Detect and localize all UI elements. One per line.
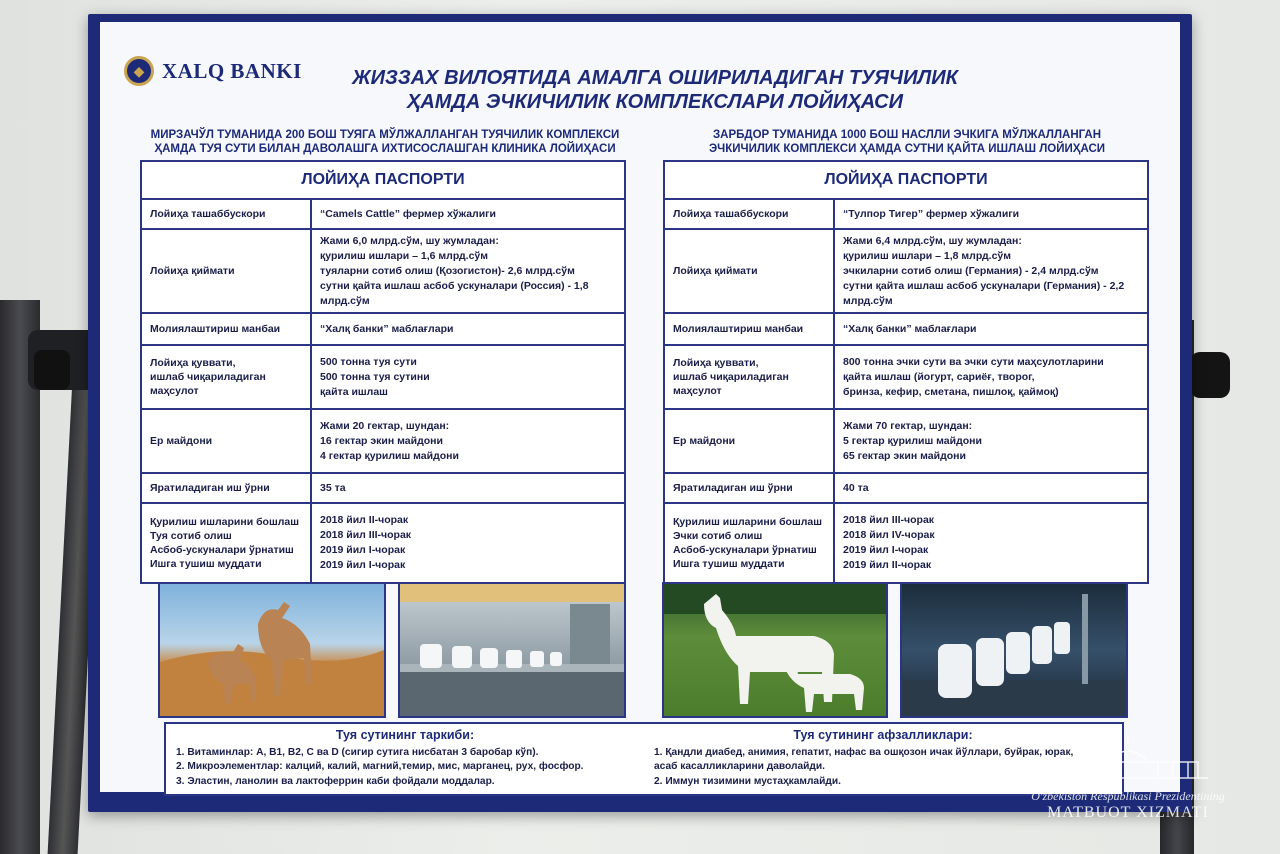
passport-field-value-line: 35 та	[320, 481, 346, 494]
poster-title	[310, 66, 1000, 114]
passport-field-value-line: “Халқ банки” маблағлари	[320, 322, 454, 335]
benefits-title: Туя сутининг афзалликлари:	[793, 728, 973, 742]
passport-field-label-line: Яратиладиган иш ўрни	[150, 482, 270, 494]
passport-field-value-line: 500 тонна туя сути	[320, 355, 417, 368]
passport-field-value-line: “Camels Cattle” фермер хўжалиги	[320, 207, 497, 220]
watermark-line1: O'zbekiston Respublikasi Prezidentining	[1031, 789, 1225, 803]
right-subtitle-line2: ЭЧКИЧИЛИК КОМПЛЕКСИ ҲАМДА СУТНИ ҚАЙТА ИШЛАШ ЛОЙИҲАСИ	[708, 143, 1106, 155]
passport-field-value-line: 800 тонна эчки сути ва эчки сути маҳсулотларини	[843, 355, 1104, 368]
passport-field-label-line: Яратиладиган иш ўрни	[673, 482, 793, 494]
passport-field-value-line: Жами 70 гектар, шундан:	[843, 419, 973, 432]
passport-field-value	[835, 410, 1147, 472]
passport-field-value-line: 500 тонна туя сутини	[320, 370, 430, 383]
camel-milk-info-box	[164, 722, 1124, 796]
passport-field-value	[312, 504, 624, 582]
passport-field-value-line: 16 гектар экин майдони	[320, 434, 443, 447]
passport-field-label	[142, 410, 312, 472]
presidential-building-icon	[1038, 738, 1218, 780]
passport-field-value-line: қурилиш ишлари – 1,6 млрд.сўм	[320, 249, 489, 262]
passport-row	[142, 200, 624, 230]
passport-field-label-line: Асбоб-ускуналари ўрнатиш	[150, 544, 294, 556]
passport-row	[665, 200, 1147, 230]
passport-field-value-line: қайта ишлаш	[320, 385, 388, 398]
passport-field-value-line: Жами 6,0 млрд.сўм, шу жумладан:	[320, 234, 499, 247]
poster-board	[88, 14, 1192, 812]
passport-field-value-line: Жами 6,4 млрд.сўм, шу жумладан:	[843, 234, 1022, 247]
passport-field-label-line: Эчки сотиб олиш	[673, 530, 763, 542]
press-service-watermark	[1008, 738, 1248, 822]
passport-field-value-line: 2019 йил II-чорак	[843, 559, 932, 571]
passport-field-value	[312, 200, 624, 228]
passport-field-value	[312, 474, 624, 502]
poster-title-line1: ЖИЗЗАХ ВИЛОЯТИДА АМАЛГА ОШИРИЛАДИГАН ТУЯЧИЛИК	[352, 67, 958, 89]
passport-row	[665, 410, 1147, 474]
passport-row	[142, 410, 624, 474]
goat-photo	[662, 582, 888, 718]
passport-field-value	[312, 314, 624, 344]
passport-field-value-line: қурилиш ишлари – 1,8 млрд.сўм	[843, 249, 1012, 262]
left-project-passport-table	[140, 160, 626, 584]
passport-row	[665, 346, 1147, 410]
passport-field-value-line: Жами 20 гектар, шундан:	[320, 419, 450, 432]
milk-bottling-line-photo	[398, 582, 626, 718]
passport-field-label-line: Асбоб-ускуналари ўрнатиш	[673, 544, 817, 556]
passport-field-value-line: “Халқ банки” маблағлари	[843, 322, 977, 335]
passport-field-label	[142, 474, 312, 502]
passport-row	[142, 314, 624, 346]
passport-field-value-line: туяларни сотиб олиш (Қозогистон)- 2,6 млрд.сўм	[320, 264, 575, 277]
passport-heading: ЛОЙИҲА ПАСПОРТИ	[665, 162, 1147, 200]
bank-emblem-icon: ◆	[124, 56, 154, 86]
passport-field-value	[835, 314, 1147, 344]
passport-field-value-line: 2019 йил I-чорак	[320, 544, 406, 556]
passport-field-label-line: Туя сотиб олиш	[150, 530, 232, 542]
passport-field-label-line: Қурилиш ишларини бошлаш	[673, 516, 822, 528]
passport-field-label-line: Қурилиш ишларини бошлаш	[150, 516, 299, 528]
left-subtitle-line1: МИРЗАЧЎЛ ТУМАНИДА 200 БОШ ТУЯГА МЎЛЖАЛЛАНГАН ТУЯЧИЛИК КОМПЛЕКСИ	[150, 129, 620, 141]
passport-field-label	[142, 346, 312, 408]
right-subtitle-line1: ЗАРБДОР ТУМАНИДА 1000 БОШ НАСЛЛИ ЭЧКИГА МЎЛЖАЛЛАНГАН	[712, 129, 1102, 141]
passport-row	[665, 474, 1147, 504]
passport-row	[665, 504, 1147, 582]
passport-field-label-line: ишлаб чиқариладиган маҳсулот	[150, 371, 266, 397]
passport-field-value	[835, 230, 1147, 312]
passport-row	[142, 474, 624, 504]
passport-field-value-line: 2019 йил I-чорак	[320, 559, 406, 571]
passport-field-value	[835, 504, 1147, 582]
poster-title-line2: ҲАМДА ЭЧКИЧИЛИК КОМПЛЕКСЛАРИ ЛОЙИҲАСИ	[407, 91, 903, 113]
passport-field-label-line: Лойиҳа қуввати,	[673, 357, 759, 369]
passport-field-label-line: Лойиҳа ташаббускори	[673, 208, 789, 220]
passport-field-value-line: қайта ишлаш (йогурт, сариёғ, творог,	[843, 370, 1035, 383]
passport-row	[142, 346, 624, 410]
passport-field-label	[142, 504, 312, 582]
passport-row	[142, 504, 624, 582]
passport-field-value-line: “Тулпор Тигер” фермер хўжалиги	[843, 207, 1020, 220]
passport-field-value	[312, 346, 624, 408]
easel-knob-left	[34, 350, 70, 390]
passport-field-value-line: сутни қайта ишлаш асбоб ускуналари (Германия) - 2,2 млрд.сўм	[843, 279, 1125, 307]
bank-logo-text: XALQ BANKI	[162, 58, 302, 83]
passport-field-label-line: Лойиҳа қиймати	[673, 265, 758, 277]
passport-field-label	[665, 346, 835, 408]
composition-item-2: 2. Микроэлементлар: калций, калий, магний,темир, мис, марганец, рух, фосфор.	[176, 761, 584, 772]
passport-field-label-line: Ишга тушиш муддати	[150, 558, 262, 570]
passport-field-value-line: 4 гектар қурилиш майдони	[320, 449, 459, 462]
passport-field-label-line: Лойиҳа қиймати	[150, 265, 235, 277]
passport-field-value-line: 2018 йил II-чорак	[320, 514, 409, 526]
passport-field-value-line: сутни қайта ишлаш асбоб ускуналари (Россия) - 1,8 млрд.сўм	[320, 279, 589, 307]
passport-field-label	[665, 504, 835, 582]
watermark-line2: MATBUOT XIZMATI	[1047, 804, 1209, 821]
passport-field-label-line: Ишга тушиш муддати	[673, 558, 785, 570]
passport-field-label-line: Ер майдони	[673, 435, 736, 447]
passport-field-value-line: бринза, кефир, сметана, пишлоқ, қаймоқ)	[843, 385, 1059, 398]
passport-field-label	[142, 200, 312, 228]
benefits-item-1: 1. Қандли диабед, анимия, гепатит, нафас ва ошқозон ичак йўллари, буйрак, юрак,	[654, 746, 1074, 758]
passport-field-label	[665, 474, 835, 502]
easel-knob-right	[1190, 352, 1230, 398]
camel-photo	[158, 582, 386, 718]
passport-field-value-line: эчкиларни сотиб олиш (Германия) - 2,4 млрд.сўм	[843, 264, 1099, 277]
passport-field-label-line: Лойиҳа қуввати,	[150, 357, 236, 369]
passport-field-value-line: 2018 йил IV-чорак	[843, 529, 935, 541]
passport-row	[665, 230, 1147, 314]
benefits-item-2: 2. Иммун тизимини мустаҳкамлайди.	[654, 775, 841, 787]
left-project-subtitle	[150, 128, 620, 156]
poster-panel	[100, 22, 1180, 792]
composition-title: Туя сутининг таркиби:	[335, 728, 475, 742]
composition-item-3: 3. Эластин, ланолин ва лактоферрин каби фойдали моддалар.	[176, 775, 495, 787]
right-project-passport-table	[663, 160, 1149, 584]
passport-field-label-line: Лойиҳа ташаббускори	[150, 208, 266, 220]
passport-field-value-line: 2019 йил I-чорак	[843, 544, 929, 556]
passport-field-label	[665, 410, 835, 472]
passport-heading: ЛОЙИҲА ПАСПОРТИ	[142, 162, 624, 200]
passport-field-value-line: 5 гектар қурилиш майдони	[843, 434, 982, 447]
passport-field-value	[835, 346, 1147, 408]
passport-field-label	[665, 230, 835, 312]
composition-item-1: 1. Витаминлар: А, В1, В2, С ва D (сигир сутига нисбатан 3 баробар кўп).	[176, 746, 539, 758]
passport-field-label-line: ишлаб чиқариладиган маҳсулот	[673, 371, 789, 397]
passport-field-value	[312, 410, 624, 472]
bank-logo	[124, 56, 302, 86]
passport-field-value-line: 65 гектар экин майдони	[843, 449, 966, 462]
right-project-subtitle	[672, 128, 1142, 156]
milk-bottles-factory-photo	[900, 582, 1128, 718]
passport-field-value-line: 2018 йил III-чорак	[843, 514, 935, 526]
passport-field-value	[312, 230, 624, 312]
passport-field-value	[835, 474, 1147, 502]
passport-field-value	[835, 200, 1147, 228]
passport-field-label	[142, 230, 312, 312]
camel-milk-composition	[166, 724, 644, 794]
passport-field-value-line: 40 та	[843, 481, 869, 494]
passport-field-label	[665, 314, 835, 344]
passport-field-label-line: Ер майдони	[150, 435, 213, 447]
passport-field-label	[142, 314, 312, 344]
passport-row	[142, 230, 624, 314]
passport-field-label-line: Молиялаштириш манбаи	[150, 323, 281, 335]
left-subtitle-line2: ҲАМДА ТУЯ СУТИ БИЛАН ДАВОЛАШГА ИХТИСОСЛАШГАН КЛИНИКА ЛОЙИҲАСИ	[154, 143, 616, 155]
benefits-item-1-cont: асаб касалликларини даволайди.	[654, 761, 825, 772]
passport-field-value-line: 2018 йил III-чорак	[320, 529, 412, 541]
passport-row	[665, 314, 1147, 346]
passport-field-label-line: Молиялаштириш манбаи	[673, 323, 804, 335]
passport-field-label	[665, 200, 835, 228]
